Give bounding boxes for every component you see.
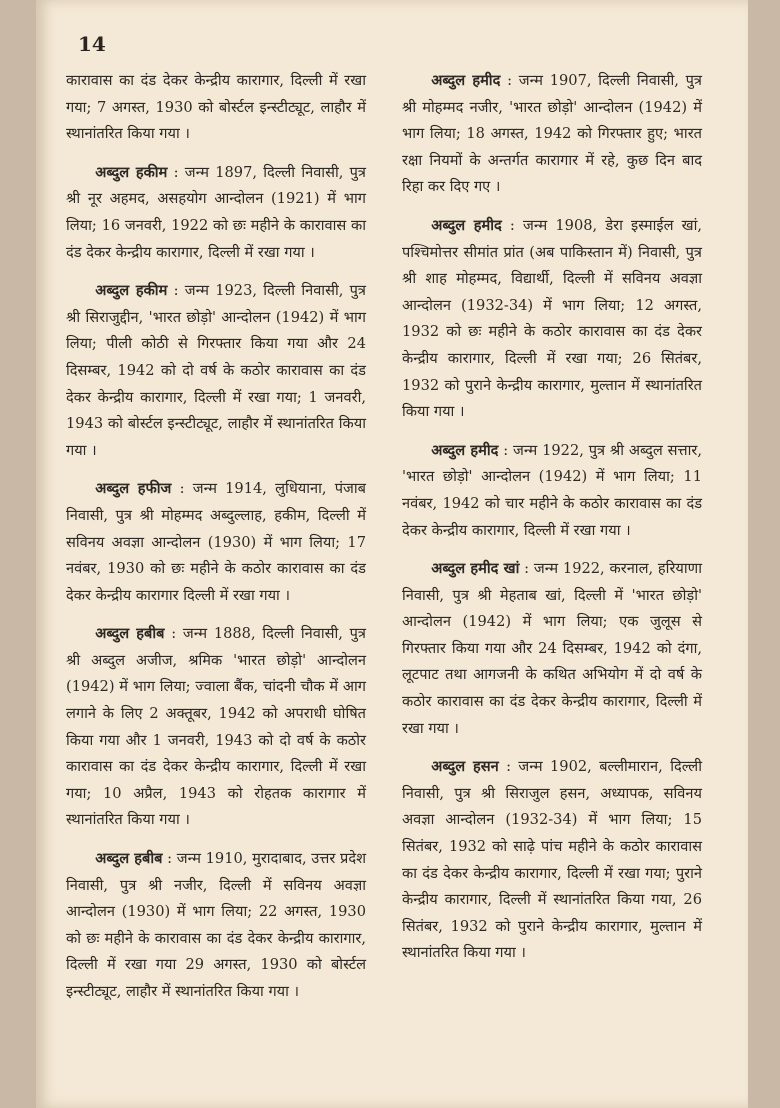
entry-name: अब्दुल हबीब [95, 850, 163, 868]
entry-abdul-hamid-1908 [402, 213, 702, 426]
entry-text: : जन्म 1922, करनाल, हरियाणा निवासी, पुत्र श्री मेहताब खां, दिल्ली में 'भारत छोड़ो' आन्दोलन (1942) में भाग लिया; एक जुलूस से गिरफ्तार किया गया और 24 दिसम्बर, 1942 को दंगा, लूटपाट तथा आगजनी के कथित अभियोग में दो वर्ष के कठोर कारावास का दंड देकर केन्द्रीय कारागार, दिल्ली में रखा गया । [402, 560, 702, 737]
entry-name: अब्दुल हमीद [431, 72, 501, 89]
entry-abdul-hasan-1902 [402, 754, 702, 967]
left-column [66, 68, 366, 1018]
entry-name: अब्दुल हसन [431, 758, 499, 776]
entry-abdul-hamid-1907 [402, 68, 702, 201]
entry-text: : जन्म 1902, बल्लीमारान, दिल्ली निवासी, पुत्र श्री सिराजुल हसन, अध्यापक, सविनय अवज्ञा आन्दोलन (1932-34) में भाग लिया; 15 सितंबर, 1932 को साढ़े पांच महीने के कठोर कारावास का दंड देकर केन्द्रीय कारागार, दिल्ली में रखा गया; पुराने केन्द्रीय कारागार, दिल्ली में स्थानांतरित किया गया, 26 सितंबर, 1932 को पुराने केन्द्रीय कारागार, मुल्तान में स्थानांतरित किया गया । [402, 758, 702, 962]
entry-text: : जन्म 1922, पुत्र श्री अब्दुल सत्तार, 'भारत छोड़ो' आन्दोलन (1942) में भाग लिया; 11 नवंबर, 1942 को चार महीने के कठोर कारावास का दंड देकर केन्द्रीय कारागार, दिल्ली में रखा गया । [402, 441, 702, 539]
entry-abdul-habib-1888 [66, 621, 366, 834]
entry-abdul-hakim-1923 [66, 278, 366, 464]
entry-name: अब्दुल हमीद खां [431, 560, 520, 578]
entry-text: : जन्म 1914, लुधियाना, पंजाब निवासी, पुत्र श्री मोहम्मद अब्दुल्लाह, हकीम, दिल्ली में सविनय अवज्ञा आन्दोलन (1930) में भाग लिया; 17 नवंबर, 1930 को छः महीने के कठोर कारावास का दंड देकर केन्द्रीय कारागार दिल्ली में रखा गया । [66, 480, 366, 604]
entry-text: : जन्म 1908, डेरा इस्माईल खां, पश्चिमोत्तर सीमांत प्रांत (अब पाकिस्तान में) निवासी, पुत्र श्री शाह मोहम्मद, विद्यार्थी, दिल्ली में सविनय अवज्ञा आन्दोलन (1932-34) में भाग लिया; 12 अगस्त, 1932 को छः महीने के कठोर कारावास का दंड देकर केन्द्रीय कारागार, दिल्ली में रखा गया; 26 सितंबर, 1932 को पुराने केन्द्रीय कारागार, मुल्तान में स्थानांतरित किया गया । [402, 216, 702, 421]
entry-abdul-hafiz-1914 [66, 476, 366, 609]
entry-text: : जन्म 1923, दिल्ली निवासी, पुत्र श्री सिराजुद्दीन, 'भारत छोड़ो' आन्दोलन (1942) में भाग लिया; पीली कोठी से गिरफ्तार किया गया और 24 दिसम्बर, 1942 को दो वर्ष के कठोर कारावास का दंड देकर केन्द्रीय कारागार, दिल्ली में रखा गया; 1 जनवरी, 1943 को बोर्स्टल इन्स्टीट्यूट, लाहौर में स्थानांतरित किया गया । [66, 282, 366, 459]
entry-name: अब्दुल हमीद [431, 216, 502, 234]
entry-text: : जन्म 1897, दिल्ली निवासी, पुत्र श्री नूर अहमद, असहयोग आन्दोलन (1921) में भाग लिया; 16 जनवरी, 1922 को छः महीने के कारावास का दंड देकर केन्द्रीय कारागार, दिल्ली में रखा गया । [66, 163, 366, 261]
entry-continuation: कारावास का दंड देकर केन्द्रीय कारागार, दिल्ली में रखा गया; 7 अगस्त, 1930 को बोर्स्टल इन्स्टीट्यूट, लाहौर में स्थानांतरित किया गया । [66, 72, 366, 143]
entry-name: अब्दुल हबीब [95, 625, 165, 643]
page-number: 14 [78, 32, 106, 56]
entry-name: अब्दुल हकीम [95, 163, 168, 181]
entry-abdul-habib-1910 [66, 846, 366, 1006]
entry-text: : जन्म 1910, मुरादाबाद, उत्तर प्रदेश निवासी, पुत्र श्री नजीर, दिल्ली में सविनय अवज्ञा आन्दोलन (1930) में भाग लिया; 22 अगस्त, 1930 को छः महीने के कारावास का दंड देकर केन्द्रीय कारागार, दिल्ली में रखा गया 29 अगस्त, 1930 को बोर्स्टल इन्स्टीट्यूट, लाहौर में स्थानांतरित किया गया । [66, 850, 366, 1000]
entry-abdul-hamid-khan-1922 [402, 556, 702, 742]
entry-name: अब्दुल हमीद [431, 441, 499, 459]
entry-text: : जन्म 1907, दिल्ली निवासी, पुत्र श्री मोहम्मद नजीर, 'भारत छोड़ो' आन्दोलन (1942) में भाग लिया; 18 अगस्त, 1942 को गिरफ्तार हुए; भारत रक्षा नियमों के अन्तर्गत कारागार में रहे, कुछ दिन बाद रिहा कर दिए गए । [402, 72, 702, 196]
entry-abdul-hakim-1897 [66, 160, 366, 266]
entry-name: अब्दुल हकीम [95, 282, 168, 300]
entry-abdul-hamid-1922 [402, 438, 702, 544]
book-page [36, 0, 748, 1108]
entry-text: : जन्म 1888, दिल्ली निवासी, पुत्र श्री अब्दुल अजीज, श्रमिक 'भारत छोड़ो' आन्दोलन (1942) में भाग लिया; ज्वाला बैंक, चांदनी चौक में आग लगाने के लिए 2 अक्तूबर, 1942 को अपराधी घोषित किया गया और 1 जनवरी, 1943 को दो वर्ष के कठोर कारावास का दंड देकर केन्द्रीय कारागार, दिल्ली में रखा गया; 10 अप्रैल, 1943 को रोहतक कारागार में स्थानांतरित किया गया । [66, 625, 366, 829]
right-column [402, 68, 702, 979]
entry-name: अब्दुल हफीज [95, 480, 172, 498]
